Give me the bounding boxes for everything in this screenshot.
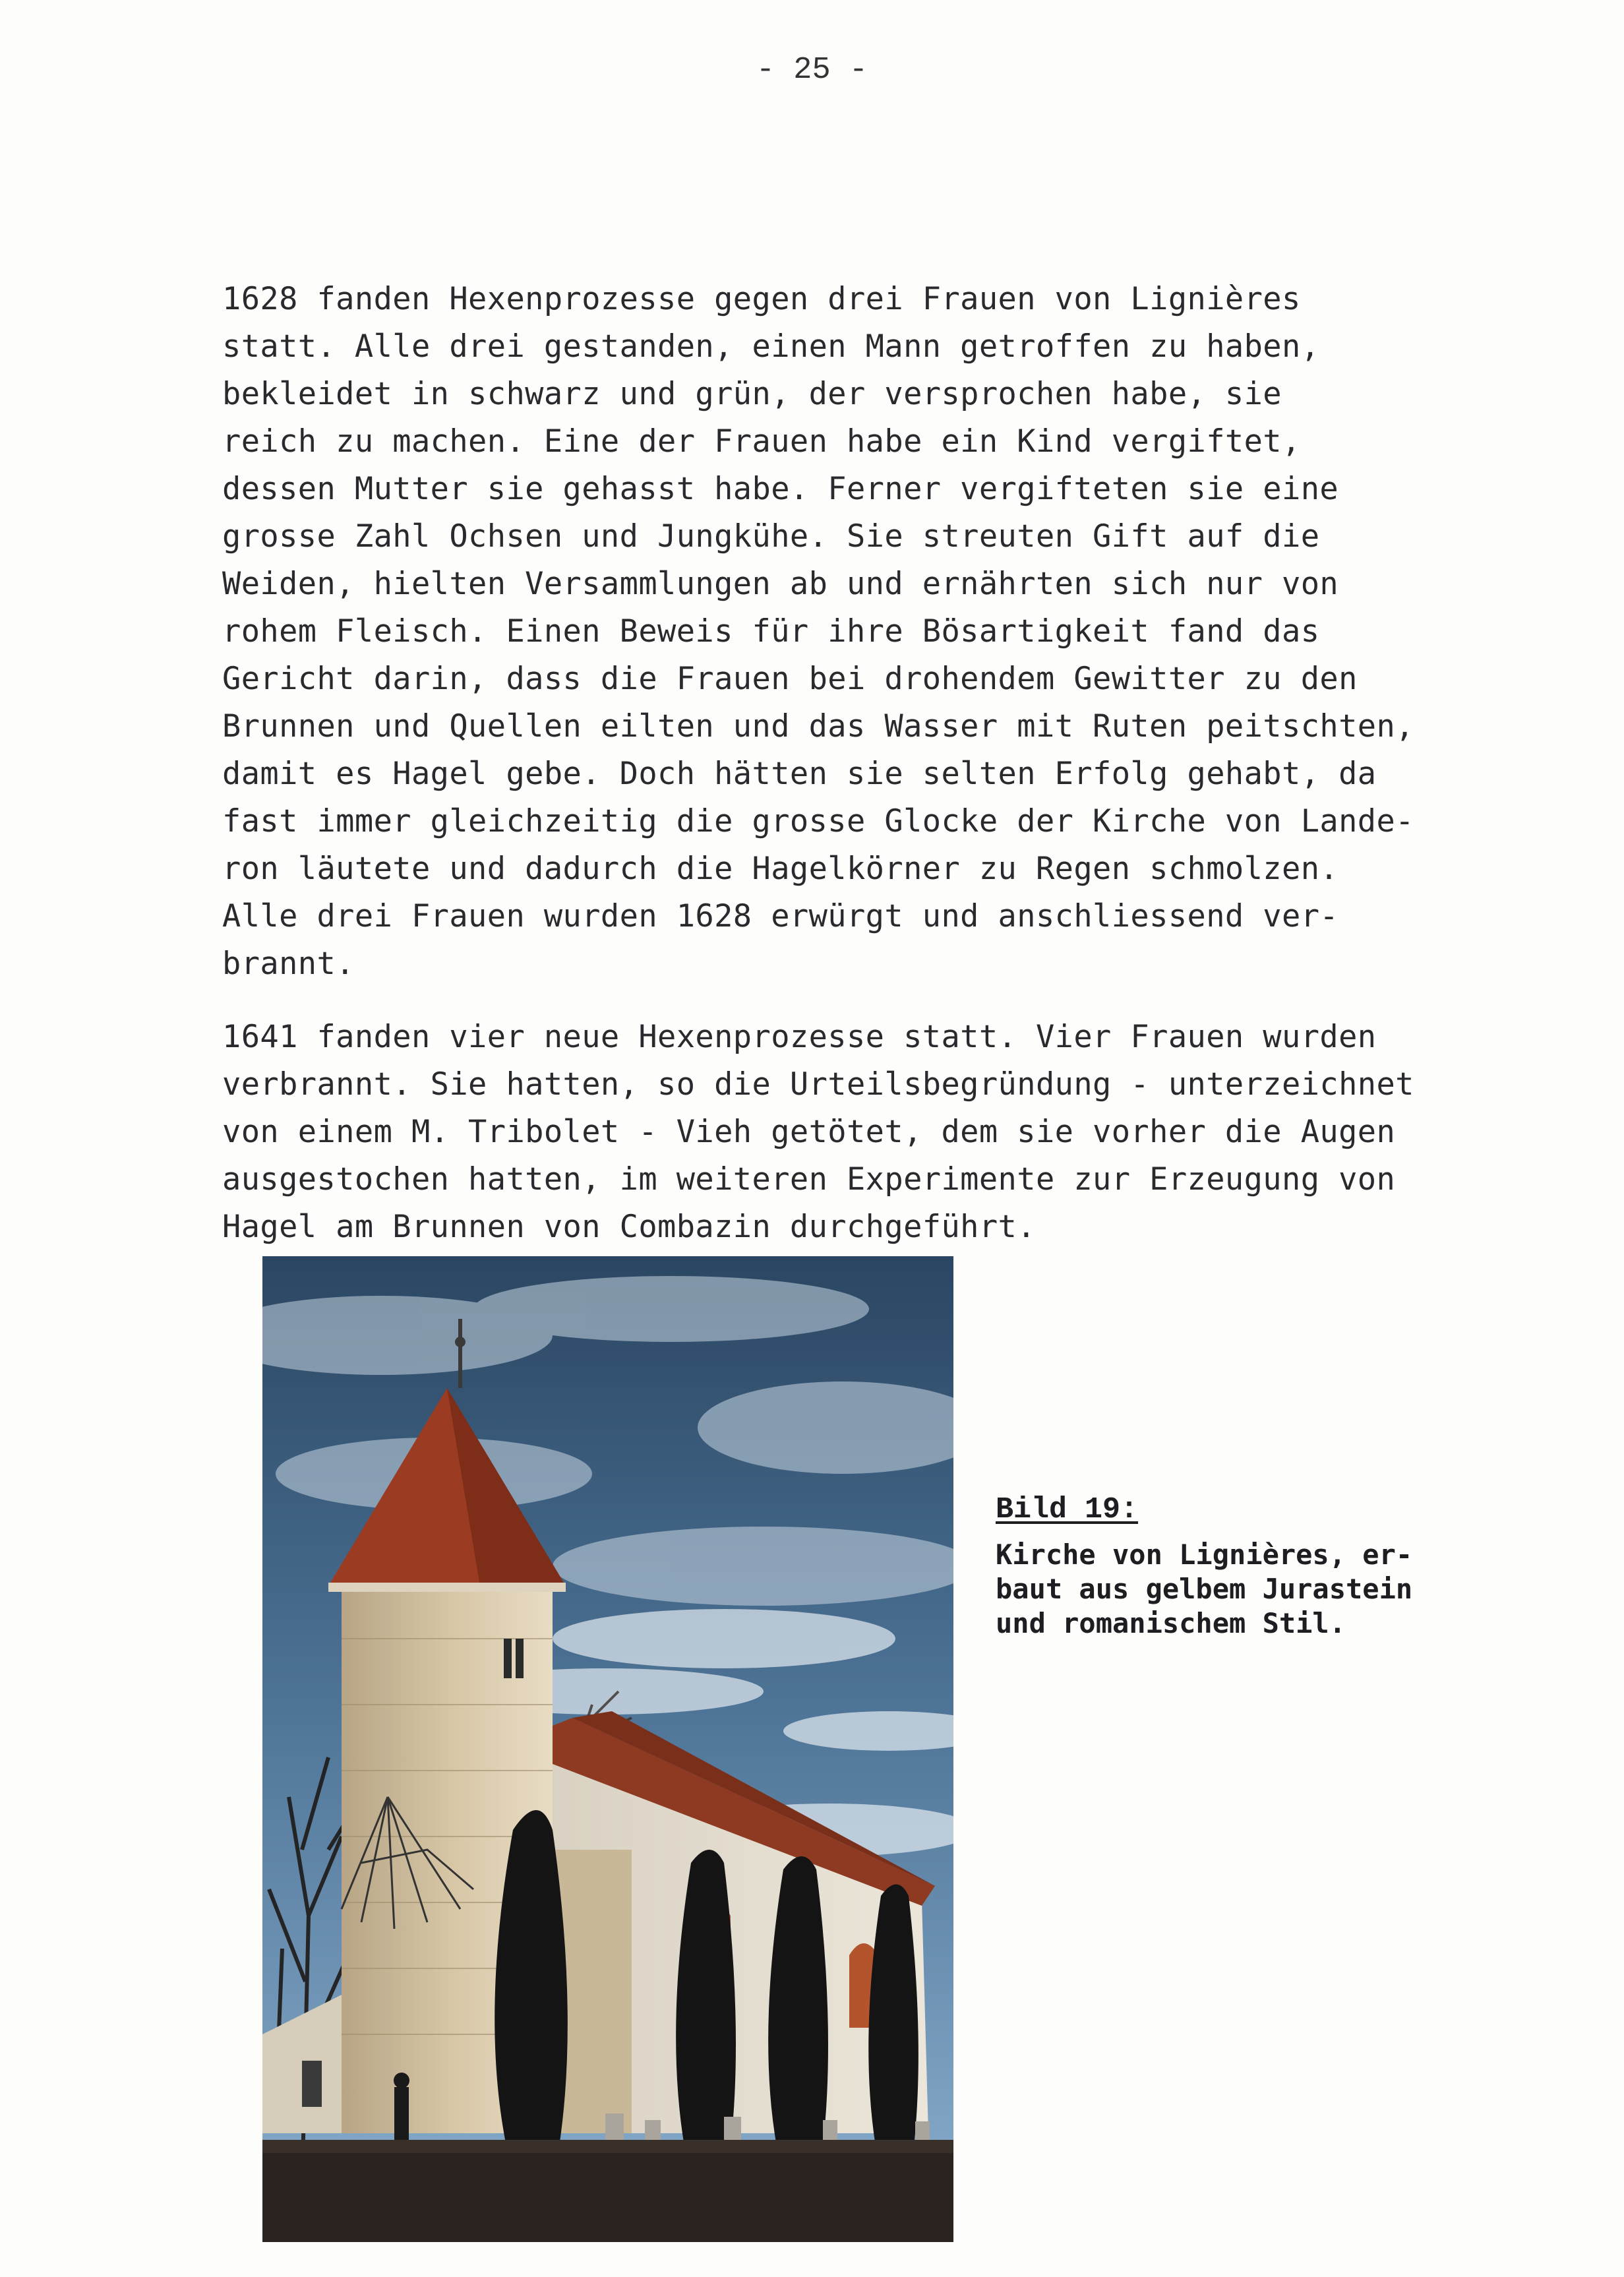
paragraph-1641-trials: 1641 fanden vier neue Hexenprozesse statt. Vier Frauen wurden verbrannt. Sie hatten, so die Urteilsbegründung - unterzeichnet von einem M. Tribolet - Vieh getötet, dem sie vorher die Augen ausgestochen hatten, im weiteren Experimente zur Erzeugung von Hagel am Brunnen von Combazin durchgeführt. (222, 1019, 1414, 1245)
church-photo (262, 1256, 953, 2242)
paragraph-1628-trials: 1628 fanden Hexenprozesse gegen drei Frauen von Lignières statt. Alle drei gestanden, einen Mann getroffen zu haben, bekleidet in schwarz und grün, der versprochen habe, sie reich zu machen. Eine der Frauen habe ein Kind vergiftet, dessen Mutter sie gehasst habe. Ferner vergifteten sie eine grosse Zahl Ochsen und Jungkühe. Sie streuten Gift auf die Weiden, hielten Versammlungen ab und ernährten sich nur von rohem Fleisch. Einen Beweis für ihre Bösartigkeit fand das Gericht darin, dass die Frauen bei drohendem Gewitter zu den Brunnen und Quellen eilten und das Wasser mit Ruten peitschten, damit es Hagel gebe. Doch hätten sie selten Erfolg gehabt, da fast immer gleichzeitig die grosse Glocke der Kirche von Lande- ron läutete und dadurch die Hagelkörner zu Regen schmolzen. Alle drei Frauen wurden 1628 erwürgt und anschliessend ver- brannt. (222, 281, 1414, 982)
figure-caption (996, 1492, 1576, 1641)
caption-text: Kirche von Lignières, er- baut aus gelbem Jurastein und romanischem Stil. (996, 1538, 1413, 1639)
caption-title: Bild 19: (996, 1493, 1139, 1527)
page-number: - 25 - (756, 53, 868, 88)
